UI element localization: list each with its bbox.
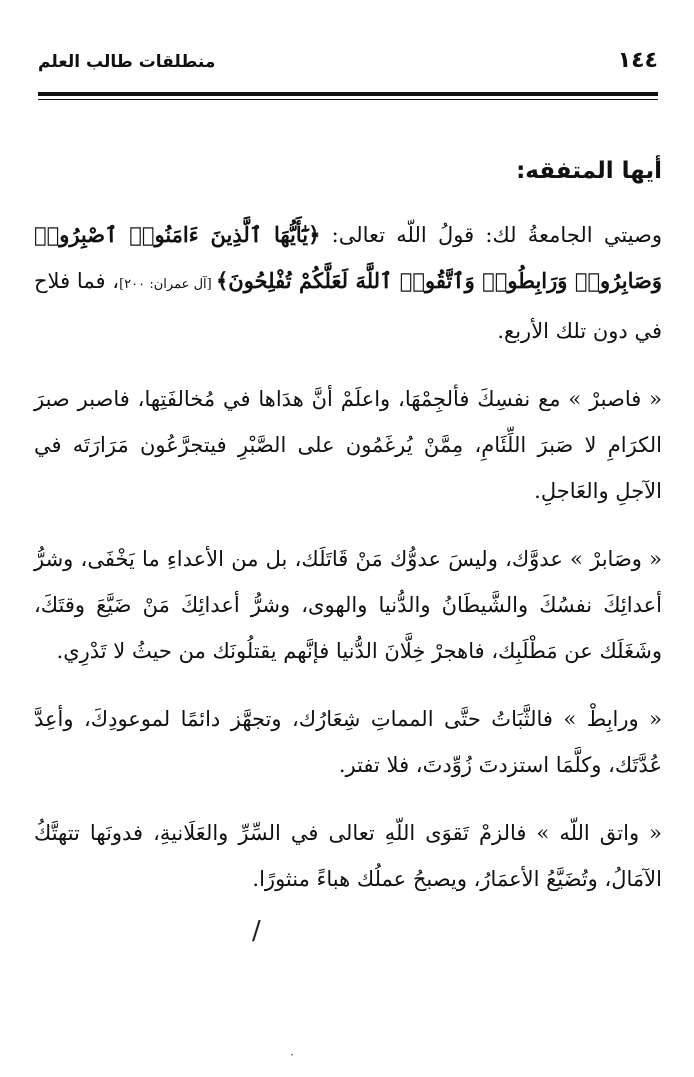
page-number: ١٤٤ (617, 48, 658, 73)
paragraph-steadfastness: « ورابِطْ » فالثَّبَاتُ حتَّى المماتِ شِعَارُك، وتجهَّز دائمًا لموعودِكَ، وأعِدَّ عُدَّتَك، وكلَّمَا استزدتَ زُوِّدتَ، فلا تفتر. (34, 707, 662, 777)
paragraph-patience: « فاصبرْ » مع نفسِكَ فألجِمْهَا، واعلَمْ أنَّ هدَاها في مُخالفَتِها، فاصبر صبرَ الكرَامِ لا صَبرَ اللِّئَامِ، مِمَّنْ يُرغَمُون على الصَّبْرِ فيتجرَّعُون مَرَارَتَه في الآجلِ والعَاجلِ. (34, 387, 662, 503)
verse-reference: [آل عمران: ٢٠٠] (119, 277, 216, 292)
page-body (34, 148, 662, 924)
intro-paragraph (34, 212, 662, 354)
paragraph-endurance: « وصَابرْ » عدوَّك، وليسَ عدوُّك مَنْ قَاتَلَك، بل من الأعداءِ ما يَخْفَى، وشرُّ أعدائِكَ نفسُكَ والشَّيطَانُ والدُّنيا والهوى، وشرُّ أعدائِكَ مَنْ ضَيَّعَ وقتَكَ، وشَغَلَك عن مَطْلَبِك، فاهجرْ خِلَّانَ الدُّنيا فإنَّهم يقتلُونَك من حيثُ لا تَدْرِي. (34, 547, 662, 663)
header-rule-thin (38, 99, 658, 100)
paragraph-piety: « واتق اللّه » فالزمْ تَقوَى اللّهِ تعالى في السِّرِّ والعَلَانيةِ، فدونَها تتهتَّكُ الآمَالُ، وتُضَيَّعُ الأعمَارُ، ويصبحُ عملُك هباءً منثورًا. (34, 821, 662, 891)
intro-tail: ، فما فلاح في دون تلك الأربع. (34, 269, 662, 343)
page-header (38, 48, 658, 88)
speck: · (290, 1048, 294, 1062)
quran-verse: ﴿يَٰٓأَيُّهَا ٱلَّذِينَ ءَامَنُوا۟ ٱصْبِرُوا۟ وَصَابِرُوا۟ وَرَابِطُوا۟ وَٱتَّقُوا۟ ٱللَّهَ لَعَلَّكُمْ تُفْلِحُونَ﴾ (34, 222, 662, 293)
running-title: منطلقات طالب العلم (38, 52, 216, 72)
section-heading: أيها المتفقه: (516, 158, 662, 184)
header-rule-thick (38, 92, 658, 96)
pen-mark: / (252, 916, 261, 946)
intro-lead: وصيتي الجامعةُ لك: قولُ اللّه تعالى: (320, 223, 663, 247)
